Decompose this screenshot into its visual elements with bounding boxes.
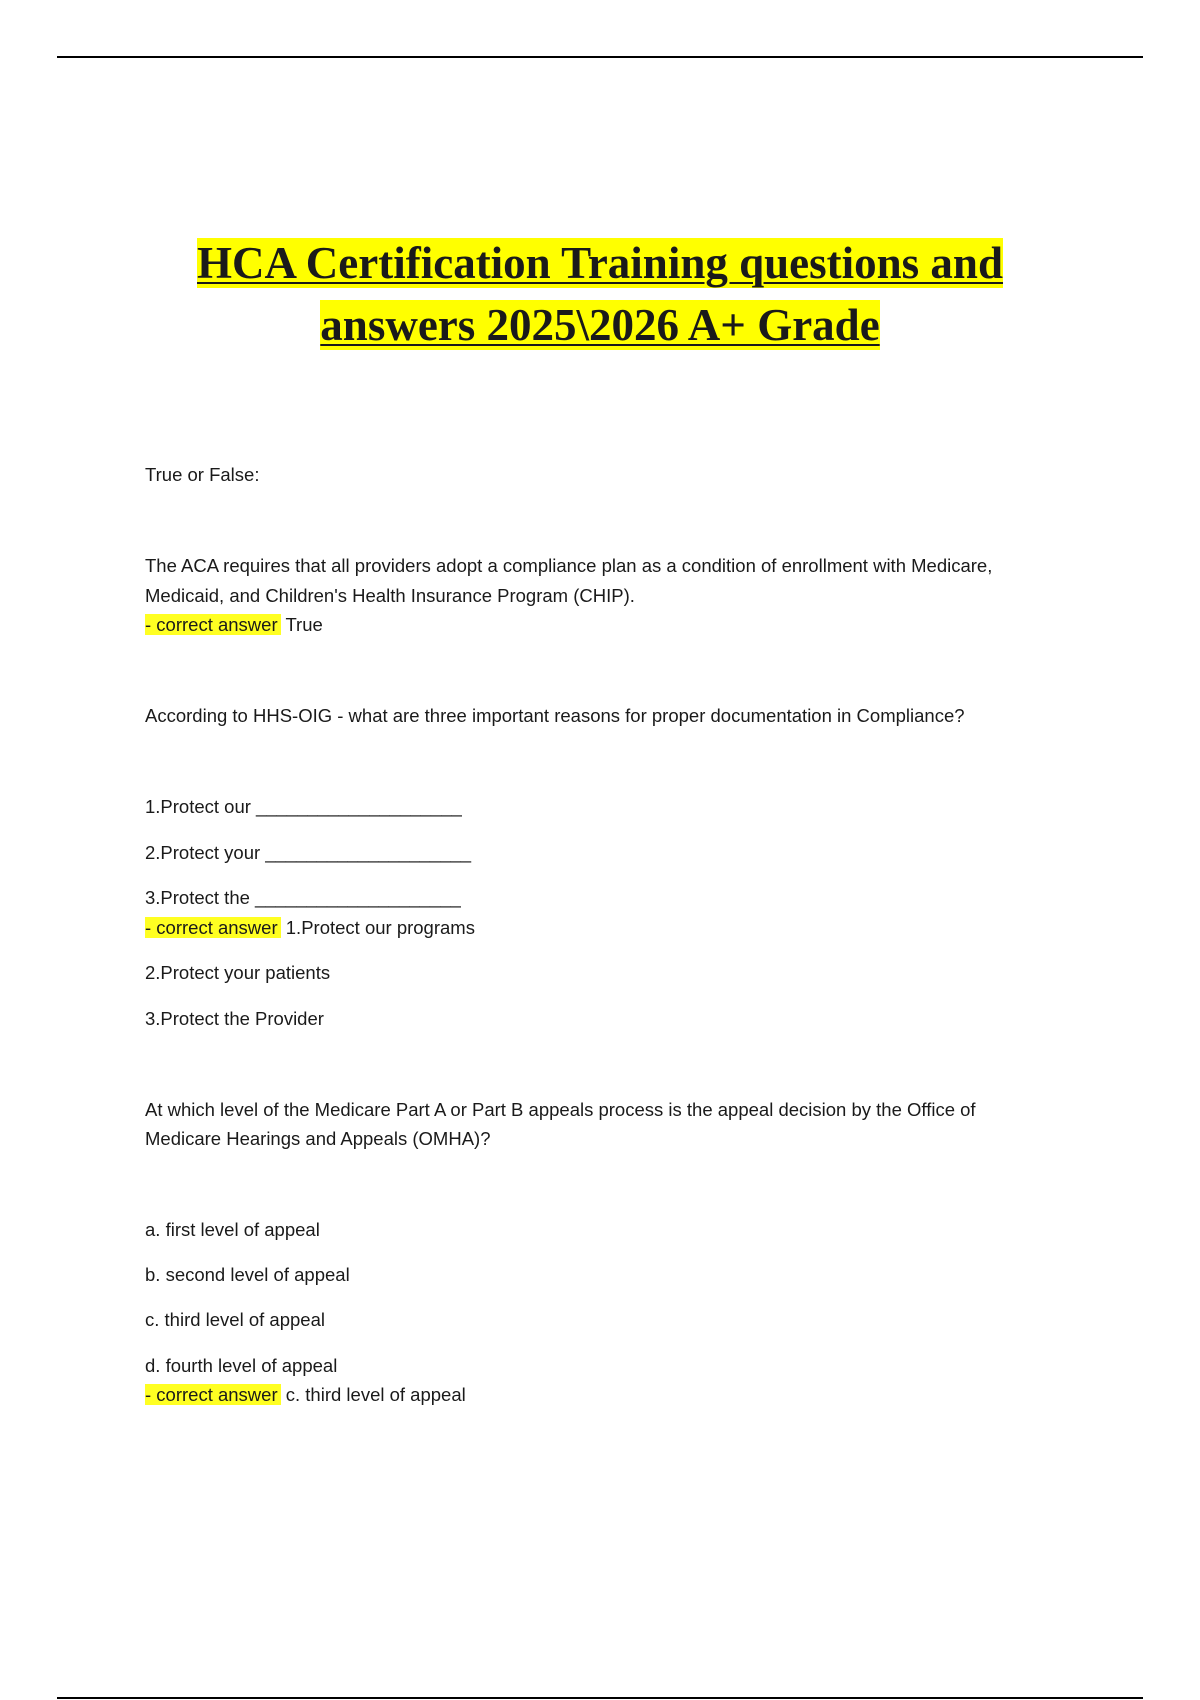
question-1-statement-line-2: Medicaid, and Children's Health Insurance Program (CHIP). <box>145 585 635 606</box>
question-2-prompt: According to HHS-OIG - what are three important reasons for proper documentation in Compliance? <box>145 705 965 726</box>
question-2-answer <box>145 914 475 942</box>
document-title <box>0 232 1200 356</box>
question-3-option-b: b. second level of appeal <box>145 1264 350 1285</box>
question-2-answer-line-3: 3.Protect the Provider <box>145 1008 324 1029</box>
question-3-prompt-line-2: Medicare Hearings and Appeals (OMHA)? <box>145 1128 491 1149</box>
question-1-answer-text: True <box>285 614 323 635</box>
title-line-1: HCA Certification Training questions and <box>197 238 1003 288</box>
question-2-answer-text: 1.Protect our programs <box>285 917 475 938</box>
answer-marker: - correct answer <box>145 917 281 938</box>
answer-marker: - correct answer <box>145 614 281 635</box>
question-3-option-d: d. fourth level of appeal <box>145 1355 338 1376</box>
question-2-blank-1: 1.Protect our ____________________ <box>145 796 462 817</box>
header-rule <box>57 56 1143 58</box>
footer-rule <box>57 1697 1143 1699</box>
title-line-2: answers 2025\2026 A+ Grade <box>320 300 880 350</box>
question-3-prompt-line-1: At which level of the Medicare Part A or Part B appeals process is the appeal decision by the Office of <box>145 1099 976 1120</box>
question-1-answer <box>145 611 323 639</box>
question-2-answer-line-2: 2.Protect your patients <box>145 962 331 983</box>
answer-marker: - correct answer <box>145 1384 281 1405</box>
question-1-statement-line-1: The ACA requires that all providers adopt a compliance plan as a condition of enrollment with Medicare, <box>145 555 993 576</box>
question-3-option-c: c. third level of appeal <box>145 1309 325 1330</box>
question-2-blank-3: 3.Protect the ____________________ <box>145 887 461 908</box>
question-3-option-a: a. first level of appeal <box>145 1219 320 1240</box>
question-3-answer-text: c. third level of appeal <box>285 1384 466 1405</box>
question-1-prompt: True or False: <box>145 464 260 485</box>
question-3-answer <box>145 1381 466 1409</box>
question-2-blank-2: 2.Protect your ____________________ <box>145 842 472 863</box>
